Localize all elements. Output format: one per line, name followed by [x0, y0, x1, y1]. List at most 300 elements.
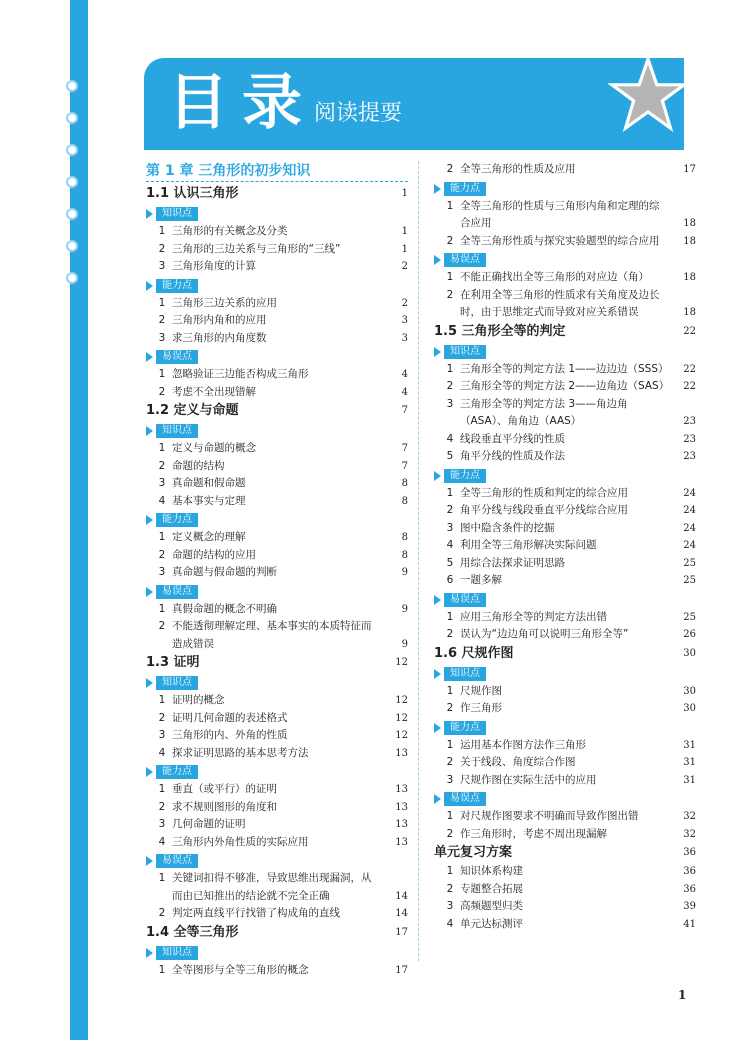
toc-item[interactable]	[146, 366, 408, 384]
page-ref: 25	[683, 557, 696, 569]
toc-item[interactable]	[146, 799, 408, 817]
section-title: 1.2 定义与命题	[146, 403, 239, 418]
toc-item[interactable]	[434, 555, 696, 573]
page-ref: 17	[683, 164, 696, 175]
page-ref: 30	[683, 703, 696, 714]
toc-item[interactable]	[434, 737, 696, 755]
item-number: 3	[446, 773, 454, 786]
page-ref: 26	[683, 629, 696, 640]
category-row	[146, 204, 408, 223]
item-title: 关于线段、角度综合作图	[460, 756, 576, 768]
item-title: 全等三角形的性质与三角形内角和定理的综合应用	[460, 199, 660, 229]
item-title: 三角形全等的判定方法 3——角边角（ASA）、角角边（AAS）	[460, 397, 628, 427]
item-title: 用综合法探求证明思路	[460, 556, 565, 569]
page-ref: 3	[401, 332, 408, 344]
item-number: 2	[158, 800, 166, 813]
category-label: 能力点	[156, 513, 198, 527]
toc-item[interactable]	[146, 493, 408, 511]
item-title: 探求证明思路的基本思考方法	[172, 746, 309, 759]
toc-item[interactable]	[146, 905, 408, 923]
item-number: 1	[446, 865, 454, 877]
item-title: 判定两直线平行找错了构成角的直线	[172, 907, 340, 919]
item-title: 求不规则图形的角度和	[172, 800, 277, 813]
toc-item[interactable]	[146, 458, 408, 476]
category-row	[146, 421, 408, 440]
item-number: 2	[446, 756, 454, 768]
toc-item[interactable]	[434, 233, 696, 251]
play-icon	[146, 948, 153, 958]
item-title: 基本事实与定理	[172, 494, 246, 507]
category-label: 易误点	[444, 792, 486, 806]
title-banner	[144, 58, 684, 150]
item-title: 角平分线与线段垂直平分线综合应用	[460, 504, 628, 516]
page-ref: 23	[683, 416, 696, 427]
item-number: 2	[158, 711, 166, 724]
item-title: 三角形角度的计算	[172, 260, 256, 272]
item-title: 真假命题的概念不明确	[172, 602, 277, 615]
page-ref: 36	[683, 866, 696, 877]
toc-item[interactable]	[146, 529, 408, 547]
item-title: 关键词扣得不够准，导致思维出现漏洞，从而由已知推出的结论就不完全正确	[172, 872, 372, 902]
toc-item[interactable]	[146, 870, 408, 905]
section-title: 单元复习方案	[434, 845, 513, 860]
binder-ring	[66, 80, 78, 92]
toc-item[interactable]	[434, 502, 696, 520]
item-title: 证明的概念	[172, 694, 225, 706]
page-ref: 8	[401, 478, 408, 489]
item-number: 1	[158, 531, 166, 543]
item-title: 真命题与假命题的判断	[172, 566, 277, 578]
item-title: 高频题型归类	[460, 900, 523, 912]
item-number: 1	[158, 963, 166, 976]
category-tag	[146, 350, 198, 364]
item-title: 忽略验证三边能否构成三角形	[172, 368, 309, 380]
item-number: 1	[446, 610, 454, 623]
binding-strip	[0, 0, 88, 1057]
play-icon	[434, 471, 441, 481]
item-number: 4	[446, 539, 454, 551]
toc-item[interactable]	[434, 520, 696, 538]
category-tag	[434, 345, 486, 359]
toc-item[interactable]	[146, 601, 408, 619]
page-ref: 8	[401, 495, 408, 507]
section-heading[interactable]	[146, 401, 408, 421]
toc-column-right	[434, 161, 696, 933]
toc-item[interactable]	[434, 198, 696, 233]
category-label: 能力点	[156, 279, 198, 293]
item-title: 三角形全等的判定方法 2——边角边（SAS）	[460, 380, 670, 392]
item-number: 1	[446, 271, 454, 283]
item-title: 三角形的内、外角的性质	[172, 729, 288, 741]
item-title: 证明几何命题的表述格式	[172, 711, 288, 724]
item-number: 2	[158, 620, 166, 632]
page-ref: 4	[401, 369, 408, 380]
item-number: 3	[158, 477, 166, 489]
item-number: 3	[158, 818, 166, 830]
category-tag	[146, 765, 198, 779]
item-title: 不能透彻理解定理、基本事实的本质特征而造成错误	[172, 620, 372, 650]
column-divider	[418, 161, 419, 961]
item-number: 1	[158, 296, 166, 309]
page-ref: 8	[401, 549, 408, 561]
category-tag	[434, 469, 486, 483]
category-tag	[146, 424, 198, 438]
category-label: 易误点	[156, 585, 198, 599]
item-title: 角平分线的性质及作法	[460, 450, 565, 462]
item-title: 垂直（或平行）的证明	[172, 783, 277, 795]
page-ref: 25	[683, 575, 696, 586]
binder-ring	[66, 144, 78, 156]
category-row	[434, 718, 696, 737]
play-icon	[146, 281, 153, 291]
item-number: 2	[446, 702, 454, 714]
category-label: 能力点	[444, 721, 486, 735]
item-number: 3	[158, 331, 166, 344]
category-row	[146, 762, 408, 781]
section-heading[interactable]	[434, 843, 696, 863]
item-number: 2	[446, 234, 454, 247]
page-ref: 18	[683, 218, 696, 229]
item-number: 1	[158, 602, 166, 615]
page-ref: 32	[683, 811, 696, 822]
page-ref: 30	[683, 647, 696, 659]
page-ref: 18	[683, 307, 696, 318]
toc-item[interactable]	[434, 485, 696, 503]
page-ref: 36	[683, 847, 696, 858]
toc-item[interactable]	[434, 448, 696, 466]
play-icon	[146, 426, 153, 436]
toc-item[interactable]	[434, 772, 696, 790]
page-ref: 13	[395, 801, 408, 813]
item-title: 在利用全等三角形的性质求有关角度及边长时，由于思维定式而导致对应关系错误	[460, 288, 660, 318]
page-ref: 2	[401, 297, 408, 309]
category-label: 能力点	[444, 182, 486, 196]
toc-item[interactable]	[434, 808, 696, 826]
item-number: 6	[446, 574, 454, 586]
item-number: 2	[158, 548, 166, 561]
play-icon	[146, 678, 153, 688]
item-number: 3	[158, 729, 166, 741]
category-label: 知识点	[156, 946, 198, 960]
star-icon	[608, 56, 688, 136]
toc-item[interactable]	[434, 898, 696, 916]
page-ref: 24	[683, 487, 696, 499]
play-icon	[434, 595, 441, 605]
page-ref: 25	[683, 611, 696, 623]
item-number: 1	[158, 694, 166, 706]
category-tag	[146, 854, 198, 868]
page-ref: 12	[395, 657, 408, 668]
page-ref: 9	[401, 567, 408, 578]
toc-item[interactable]	[146, 475, 408, 493]
item-number: 2	[158, 907, 166, 919]
page-ref: 9	[401, 603, 408, 615]
page-ref: 4	[401, 386, 408, 398]
item-title: 对尺规作图要求不明确而导致作图出错	[460, 810, 639, 822]
toc-item[interactable]	[434, 916, 696, 934]
item-number: 2	[446, 827, 454, 840]
blue-band	[70, 0, 88, 1040]
category-row	[434, 590, 696, 609]
toc-item[interactable]	[146, 781, 408, 799]
section-heading[interactable]	[434, 644, 696, 664]
category-row	[146, 276, 408, 295]
toc-item[interactable]	[434, 378, 696, 396]
page-ref: 24	[683, 522, 696, 534]
item-title: 三角形全等的判定方法 1——边边边（SSS）	[460, 362, 669, 375]
item-title: 运用基本作图方法作三角形	[460, 738, 586, 751]
toc-item[interactable]	[434, 881, 696, 899]
section-heading[interactable]	[146, 653, 408, 673]
toc-item[interactable]	[434, 287, 696, 322]
item-title: 图中隐含条件的挖掘	[460, 521, 555, 534]
page-ref: 12	[395, 712, 408, 724]
item-number: 1	[158, 783, 166, 795]
toc-item[interactable]	[146, 834, 408, 852]
item-title: 考虑不全出现错解	[172, 385, 256, 398]
item-number: 2	[446, 288, 454, 301]
page-ref: 23	[683, 433, 696, 445]
toc-item[interactable]	[434, 609, 696, 627]
category-label: 知识点	[156, 676, 198, 690]
category-tag	[434, 182, 486, 196]
item-number: 1	[446, 684, 454, 697]
toc-item[interactable]	[434, 361, 696, 379]
item-number: 2	[158, 242, 166, 255]
page-ref: 17	[395, 964, 408, 976]
item-number: 4	[158, 835, 166, 848]
toc-item[interactable]	[146, 710, 408, 728]
item-title: 知识体系构建	[460, 865, 523, 877]
item-title: 求三角形的内角度数	[172, 331, 267, 344]
page-ref: 1	[401, 188, 408, 199]
toc-item[interactable]	[146, 745, 408, 763]
page-ref: 7	[401, 405, 408, 416]
binder-ring	[66, 208, 78, 220]
item-title: 全等三角形的性质及应用	[460, 163, 576, 175]
toc-item[interactable]	[146, 258, 408, 276]
item-number: 1	[158, 368, 166, 380]
category-tag	[146, 513, 198, 527]
page-ref: 31	[683, 774, 696, 786]
category-label: 能力点	[156, 765, 198, 779]
play-icon	[434, 255, 441, 265]
play-icon	[146, 587, 153, 597]
category-label: 知识点	[156, 424, 198, 438]
page-ref: 31	[683, 739, 696, 751]
item-number: 5	[446, 556, 454, 569]
item-number: 3	[446, 521, 454, 534]
toc-item[interactable]	[146, 692, 408, 710]
item-title: 专题整合拓展	[460, 882, 523, 895]
section-heading[interactable]	[146, 184, 408, 204]
item-number: 1	[446, 199, 454, 212]
page-ref: 13	[395, 836, 408, 848]
category-row	[146, 851, 408, 870]
page-ref: 2	[401, 261, 408, 272]
toc-item[interactable]	[146, 962, 408, 980]
item-title: 三角形的有关概念及分类	[172, 225, 288, 237]
item-title: 一题多解	[460, 574, 502, 586]
item-title: 作三角形	[460, 702, 502, 714]
page-ref: 18	[683, 272, 696, 283]
page-ref: 1	[401, 226, 408, 237]
category-row	[434, 466, 696, 485]
page-ref: 18	[683, 235, 696, 247]
item-number: 1	[158, 872, 166, 884]
item-number: 1	[446, 810, 454, 822]
toc-item[interactable]	[146, 618, 408, 653]
item-number: 1	[158, 442, 166, 454]
toc-item[interactable]	[434, 572, 696, 590]
page-ref: 17	[395, 926, 408, 938]
page-ref: 23	[683, 451, 696, 462]
category-label: 知识点	[156, 207, 198, 221]
category-tag	[434, 792, 486, 806]
item-title: 线段垂直平分线的性质	[460, 432, 565, 445]
play-icon	[434, 669, 441, 679]
category-row	[146, 347, 408, 366]
item-title: 应用三角形全等的判定方法出错	[460, 610, 607, 623]
category-label: 能力点	[444, 469, 486, 483]
category-row	[434, 342, 696, 361]
page-ref: 13	[395, 819, 408, 830]
chapter-heading: 第 1 章 三角形的初步知识	[146, 161, 408, 182]
item-title: 不能正确找出全等三角形的对应边（角）	[460, 271, 649, 283]
toc-item[interactable]	[434, 161, 696, 179]
page-ref: 7	[401, 460, 408, 472]
toc-item[interactable]	[146, 816, 408, 834]
binder-ring	[66, 112, 78, 124]
toc-column-left	[146, 161, 408, 979]
toc-item[interactable]	[146, 223, 408, 241]
category-tag	[146, 207, 198, 221]
play-icon	[434, 723, 441, 733]
toc-item[interactable]	[434, 537, 696, 555]
item-title: 尺规作图	[460, 684, 502, 697]
item-title: 尺规作图在实际生活中的应用	[460, 773, 597, 786]
toc-item[interactable]	[434, 700, 696, 718]
item-number: 4	[158, 746, 166, 759]
page-ref: 12	[395, 695, 408, 706]
play-icon	[434, 184, 441, 194]
page-ref: 1	[401, 243, 408, 255]
item-number: 1	[446, 738, 454, 751]
category-tag	[146, 279, 198, 293]
page-ref: 14	[395, 908, 408, 919]
section-title: 1.6 尺规作图	[434, 645, 514, 661]
item-title: 利用全等三角形解决实际问题	[460, 539, 597, 551]
toc-item[interactable]	[146, 384, 408, 402]
item-number: 3	[446, 397, 454, 410]
page-ref: 30	[683, 685, 696, 697]
item-title: 命题的结构	[172, 459, 225, 472]
category-tag	[434, 253, 486, 267]
category-label: 知识点	[444, 345, 486, 359]
toc-item[interactable]	[434, 683, 696, 701]
play-icon	[434, 347, 441, 357]
toc-item[interactable]	[146, 241, 408, 259]
page-ref: 3	[401, 315, 408, 326]
category-row	[434, 250, 696, 269]
item-title: 三角形的三边关系与三角形的“三线”	[172, 242, 341, 255]
play-icon	[146, 856, 153, 866]
toc-item[interactable]	[434, 431, 696, 449]
section-title: 1.4 全等三角形	[146, 924, 239, 940]
binder-ring	[66, 176, 78, 188]
category-row	[146, 510, 408, 529]
item-title: 作三角形时，考虑不周出现漏解	[460, 827, 607, 840]
toc-item[interactable]	[434, 754, 696, 772]
play-icon	[146, 352, 153, 362]
page-ref: 7	[401, 443, 408, 454]
toc-item[interactable]	[434, 396, 696, 431]
page-ref: 13	[395, 784, 408, 795]
category-tag	[434, 721, 486, 735]
toc-item[interactable]	[146, 564, 408, 582]
section-heading[interactable]	[146, 923, 408, 943]
item-number: 3	[158, 260, 166, 272]
section-title: 1.3 证明	[146, 655, 200, 670]
toc-item[interactable]	[434, 626, 696, 644]
category-row	[434, 664, 696, 683]
item-title: 单元达标测评	[460, 917, 523, 930]
item-title: 全等三角形的性质和判定的综合应用	[460, 486, 628, 499]
category-tag	[146, 676, 198, 690]
item-number: 2	[446, 882, 454, 895]
item-title: 误认为“边边角可以说明三角形全等”	[460, 628, 629, 640]
category-row	[146, 582, 408, 601]
item-number: 4	[158, 494, 166, 507]
toc-item[interactable]	[146, 295, 408, 313]
category-tag	[146, 585, 198, 599]
item-title: 几何命题的证明	[172, 818, 246, 830]
category-label: 易误点	[444, 253, 486, 267]
category-tag	[146, 946, 198, 960]
page-ref: 24	[683, 540, 696, 551]
play-icon	[434, 794, 441, 804]
item-number: 3	[446, 900, 454, 912]
toc-item[interactable]	[434, 269, 696, 287]
item-number: 5	[446, 450, 454, 462]
page-ref: 41	[683, 918, 696, 930]
item-number: 2	[158, 314, 166, 326]
item-title: 定义与命题的概念	[172, 442, 256, 454]
page-ref: 22	[683, 363, 696, 375]
toc-item[interactable]	[146, 727, 408, 745]
toc-item[interactable]	[146, 312, 408, 330]
item-title: 命题的结构的应用	[172, 548, 256, 561]
page-subtitle: 阅读提要	[314, 101, 403, 126]
toc-item[interactable]	[146, 547, 408, 565]
item-number: 1	[446, 362, 454, 375]
toc-item[interactable]	[146, 440, 408, 458]
page-ref: 14	[395, 890, 408, 902]
item-number: 2	[446, 380, 454, 392]
page-ref: 36	[683, 883, 696, 895]
toc-item[interactable]	[146, 330, 408, 348]
page-ref: 8	[401, 532, 408, 543]
section-heading[interactable]	[434, 322, 696, 342]
toc-item[interactable]	[434, 863, 696, 881]
item-number: 3	[158, 566, 166, 578]
item-number: 2	[446, 628, 454, 640]
item-title: 三角形内外角性质的实际应用	[172, 835, 309, 848]
toc-item[interactable]	[434, 826, 696, 844]
item-title: 全等图形与全等三角形的概念	[172, 963, 309, 976]
item-title: 定义概念的理解	[172, 531, 246, 543]
page-ref: 22	[683, 325, 696, 337]
